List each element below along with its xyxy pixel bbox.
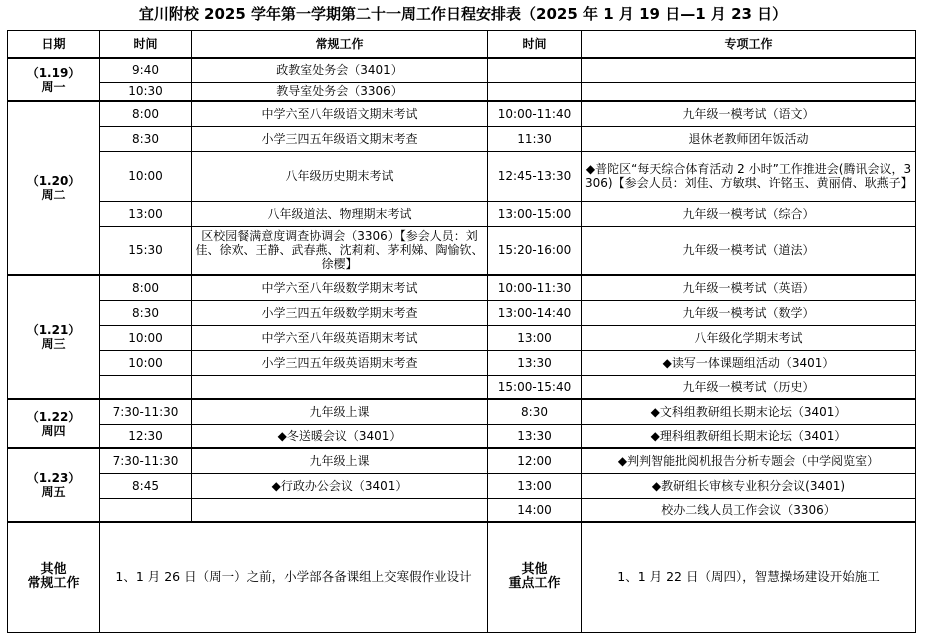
time-cell-2: 10:00-11:30 bbox=[488, 275, 582, 300]
table-row bbox=[8, 424, 916, 448]
time-cell-2: 8:30 bbox=[488, 399, 582, 424]
day-cell-tue bbox=[8, 101, 100, 275]
time-cell: 8:00 bbox=[100, 275, 192, 300]
time-cell: 7:30-11:30 bbox=[100, 399, 192, 424]
time-cell: 8:00 bbox=[100, 101, 192, 126]
table-row bbox=[8, 101, 916, 126]
time-cell: 7:30-11:30 bbox=[100, 448, 192, 473]
time-cell: 10:30 bbox=[100, 82, 192, 101]
time-cell: 8:45 bbox=[100, 473, 192, 498]
other-regular-label bbox=[8, 522, 100, 632]
other-work-row bbox=[8, 522, 916, 632]
regular-work-cell: 九年级上课 bbox=[192, 448, 488, 473]
special-work-cell bbox=[582, 58, 916, 82]
table-row bbox=[8, 300, 916, 325]
day-name: 周三 bbox=[41, 337, 66, 351]
special-work-cell bbox=[582, 82, 916, 101]
special-work-cell: ◆文科组教研组长期末论坛（3401） bbox=[582, 399, 916, 424]
regular-work-cell: ◆冬送暖会议（3401） bbox=[192, 424, 488, 448]
other-key-label-line2: 重点工作 bbox=[508, 576, 561, 592]
time-cell-2: 13:30 bbox=[488, 350, 582, 375]
day-name: 周二 bbox=[41, 188, 66, 202]
day-cell-fri bbox=[8, 448, 100, 522]
day-date: （1.20） bbox=[26, 174, 81, 188]
time-cell bbox=[100, 498, 192, 522]
day-cell-thu bbox=[8, 399, 100, 448]
header-special-work: 专项工作 bbox=[582, 31, 916, 59]
time-cell-2: 15:20-16:00 bbox=[488, 226, 582, 275]
table-row bbox=[8, 399, 916, 424]
other-key-text: 1、1 月 22 日（周四），智慧操场建设开始施工 bbox=[582, 522, 916, 632]
other-regular-label-line2: 常规工作 bbox=[27, 576, 80, 592]
table-row bbox=[8, 58, 916, 82]
header-row bbox=[8, 31, 916, 59]
time-cell-2: 12:45-13:30 bbox=[488, 151, 582, 201]
regular-work-cell: 八年级道法、物理期末考试 bbox=[192, 201, 488, 226]
special-work-cell: 退休老教师团年饭活动 bbox=[582, 126, 916, 151]
day-date: （1.23） bbox=[26, 471, 81, 485]
regular-work-cell: 中学六至八年级语文期末考试 bbox=[192, 101, 488, 126]
other-key-label bbox=[488, 522, 582, 632]
time-cell: 8:30 bbox=[100, 126, 192, 151]
time-cell: 12:30 bbox=[100, 424, 192, 448]
other-regular-label-line1: 其他 bbox=[40, 562, 67, 578]
day-name: 周五 bbox=[41, 485, 66, 499]
table-row bbox=[8, 350, 916, 375]
time-cell-2: 12:00 bbox=[488, 448, 582, 473]
regular-work-cell: 区校园餐满意度调查协调会（3306）【参会人员：刘佳、徐欢、王静、武春燕、沈莉莉、茅利娣、陶愉钦、徐樱】 bbox=[192, 226, 488, 275]
time-cell: 8:30 bbox=[100, 300, 192, 325]
schedule-table bbox=[7, 30, 916, 633]
table-row bbox=[8, 82, 916, 101]
time-cell: 10:00 bbox=[100, 350, 192, 375]
special-work-cell: ◆理科组教研组长期末论坛（3401） bbox=[582, 424, 916, 448]
day-date: （1.22） bbox=[26, 409, 81, 424]
time-cell-2: 13:00-14:40 bbox=[488, 300, 582, 325]
special-work-cell: 九年级一模考试（数学） bbox=[582, 300, 916, 325]
day-date: （1.21） bbox=[26, 323, 81, 337]
time-cell-2: 13:00 bbox=[488, 473, 582, 498]
regular-work-cell: 小学三四五年级语文期末考查 bbox=[192, 126, 488, 151]
special-work-cell: 九年级一模考试（历史） bbox=[582, 375, 916, 399]
regular-work-cell: ◆行政办公会议（3401） bbox=[192, 473, 488, 498]
regular-work-cell: 教导室处务会（3306） bbox=[192, 82, 488, 101]
special-work-cell: ◆读写一体课题组活动（3401） bbox=[582, 350, 916, 375]
page-title: 宜川附校 2025 学年第一学期第二十一周工作日程安排表（2025 年 1 月 19 日—1 月 23 日） bbox=[138, 5, 788, 23]
regular-work-cell: 八年级历史期末考试 bbox=[192, 151, 488, 201]
time-cell: 10:00 bbox=[100, 151, 192, 201]
regular-work-cell: 九年级上课 bbox=[192, 399, 488, 424]
other-key-label-line1: 其他 bbox=[521, 562, 548, 578]
header-regular-work: 常规工作 bbox=[192, 31, 488, 59]
other-regular-text: 1、1 月 26 日（周一）之前，小学部各备课组上交寒假作业设计 bbox=[100, 522, 488, 632]
special-work-cell: 九年级一模考试（道法） bbox=[582, 226, 916, 275]
regular-work-cell bbox=[192, 498, 488, 522]
table-row bbox=[8, 498, 916, 522]
time-cell-2: 14:00 bbox=[488, 498, 582, 522]
time-cell-2 bbox=[488, 58, 582, 82]
table-row bbox=[8, 275, 916, 300]
day-name: 周四 bbox=[41, 423, 66, 438]
day-name: 周一 bbox=[41, 79, 66, 94]
time-cell-2: 13:00-15:00 bbox=[488, 201, 582, 226]
time-cell: 13:00 bbox=[100, 201, 192, 226]
special-work-cell: 八年级化学期末考试 bbox=[582, 325, 916, 350]
header-time: 时间 bbox=[100, 31, 192, 59]
time-cell-2: 15:00-15:40 bbox=[488, 375, 582, 399]
special-work-cell: 九年级一模考试（英语） bbox=[582, 275, 916, 300]
day-cell-mon bbox=[8, 58, 100, 101]
time-cell: 10:00 bbox=[100, 325, 192, 350]
table-row bbox=[8, 448, 916, 473]
time-cell-2: 13:30 bbox=[488, 424, 582, 448]
special-work-cell: ◆普陀区“每天综合体育活动 2 小时”工作推进会(腾讯会议，3306)【参会人员：刘佳、方敏琪、许铭玉、黄丽倩、耿燕子】 bbox=[582, 151, 916, 201]
regular-work-cell: 小学三四五年级英语期末考查 bbox=[192, 350, 488, 375]
table-row bbox=[8, 151, 916, 201]
special-work-cell: 九年级一模考试（综合） bbox=[582, 201, 916, 226]
table-row bbox=[8, 201, 916, 226]
time-cell-2 bbox=[488, 82, 582, 101]
time-cell: 9:40 bbox=[100, 58, 192, 82]
regular-work-cell: 中学六至八年级英语期末考试 bbox=[192, 325, 488, 350]
time-cell-2: 10:00-11:40 bbox=[488, 101, 582, 126]
time-cell bbox=[100, 375, 192, 399]
table-row bbox=[8, 375, 916, 399]
time-cell: 15:30 bbox=[100, 226, 192, 275]
special-work-cell: ◆判判智能批阅机报告分析专题会（中学阅览室） bbox=[582, 448, 916, 473]
table-row bbox=[8, 226, 916, 275]
special-work-cell: 校办二线人员工作会议（3306） bbox=[582, 498, 916, 522]
day-date: （1.19） bbox=[26, 65, 81, 80]
table-row bbox=[8, 473, 916, 498]
day-cell-wed bbox=[8, 275, 100, 399]
table-row bbox=[8, 126, 916, 151]
regular-work-cell: 小学三四五年级数学期末考查 bbox=[192, 300, 488, 325]
time-cell-2: 13:00 bbox=[488, 325, 582, 350]
header-time-2: 时间 bbox=[488, 31, 582, 59]
regular-work-cell: 政教室处务会（3401） bbox=[192, 58, 488, 82]
table-row bbox=[8, 325, 916, 350]
regular-work-cell bbox=[192, 375, 488, 399]
regular-work-cell: 中学六至八年级数学期末考试 bbox=[192, 275, 488, 300]
header-date: 日期 bbox=[8, 31, 100, 59]
special-work-cell: 九年级一模考试（语文） bbox=[582, 101, 916, 126]
special-work-cell: ◆教研组长审核专业积分会议(3401) bbox=[582, 473, 916, 498]
time-cell-2: 11:30 bbox=[488, 126, 582, 151]
